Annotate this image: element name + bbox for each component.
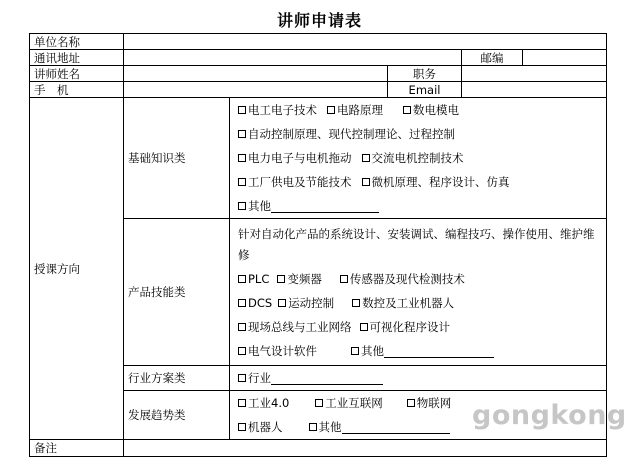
basic-knowledge-label: 基础知识类 (124, 98, 230, 219)
postcode-field[interactable] (523, 50, 607, 66)
checkbox-icon[interactable] (351, 347, 359, 355)
option-visual-programming[interactable]: 可视化程序设计 (360, 315, 451, 339)
row-unit-name (30, 34, 607, 50)
phone-field[interactable] (124, 82, 388, 98)
checkbox-icon[interactable] (407, 399, 415, 407)
checkbox-icon[interactable] (403, 106, 411, 114)
option-digital-analog[interactable]: 数电模电 (403, 98, 459, 122)
checkbox-icon[interactable] (238, 399, 246, 407)
option-dcs[interactable]: DCS (238, 291, 272, 315)
row-lecturer-name (30, 66, 607, 82)
checkbox-icon[interactable] (238, 374, 246, 382)
checkbox-icon[interactable] (360, 323, 368, 331)
option-basic-other[interactable]: 其他 (238, 194, 379, 218)
checkbox-icon[interactable] (315, 399, 323, 407)
checkbox-icon[interactable] (278, 299, 286, 307)
option-sensors[interactable]: 传感器及现代检测技术 (340, 267, 465, 291)
option-electrical-design-software[interactable]: 电气设计软件 (238, 339, 317, 363)
application-form-table (29, 33, 607, 457)
option-ac-motor-control[interactable]: 交流电机控制技术 (362, 146, 464, 170)
checkbox-icon[interactable] (352, 299, 360, 307)
remarks-label: 备注 (30, 440, 124, 457)
remarks-field[interactable] (124, 440, 607, 457)
checkbox-icon[interactable] (277, 275, 285, 283)
address-label: 通讯地址 (30, 50, 124, 66)
option-industrial-internet[interactable]: 工业互联网 (315, 391, 383, 415)
industry-blank[interactable] (271, 372, 383, 385)
option-motion-control[interactable]: 运动控制 (278, 291, 334, 315)
development-trends-label: 发展趋势类 (124, 391, 230, 440)
trend-other-blank[interactable] (342, 421, 450, 434)
option-robots[interactable]: 机器人 (238, 415, 283, 439)
checkbox-icon[interactable] (327, 106, 335, 114)
row-remarks (30, 440, 607, 457)
form-title: 讲师申请表 (276, 11, 362, 30)
row-phone (30, 82, 607, 98)
basic-knowledge-options (230, 98, 607, 219)
row-address (30, 50, 607, 66)
product-other-blank[interactable] (384, 345, 494, 358)
email-field[interactable] (462, 82, 607, 98)
option-power-electronics[interactable]: 电力电子与电机拖动 (238, 146, 352, 170)
option-plc[interactable]: PLC (238, 267, 269, 291)
product-skills-options (230, 219, 607, 366)
checkbox-icon[interactable] (362, 178, 370, 186)
position-field[interactable] (462, 66, 607, 82)
row-basic-knowledge (30, 98, 607, 219)
option-electronics[interactable]: 电工电子技术 (238, 98, 317, 122)
lecturer-name-field[interactable] (124, 66, 388, 82)
checkbox-icon[interactable] (238, 423, 246, 431)
email-label: Email (388, 82, 462, 98)
option-iot[interactable]: 物联网 (407, 391, 452, 415)
option-microcomputer[interactable]: 微机原理、程序设计、仿真 (362, 170, 510, 194)
checkbox-icon[interactable] (340, 275, 348, 283)
checkbox-icon[interactable] (238, 202, 246, 210)
checkbox-icon[interactable] (238, 130, 246, 138)
checkbox-icon[interactable] (309, 423, 317, 431)
option-industry[interactable]: 行业 (238, 366, 383, 390)
checkbox-icon[interactable] (238, 178, 246, 186)
option-fieldbus[interactable]: 现场总线与工业网络 (238, 315, 352, 339)
checkbox-icon[interactable] (238, 323, 246, 331)
option-inverter[interactable]: 变频器 (277, 267, 322, 291)
product-skills-label: 产品技能类 (124, 219, 230, 366)
unit-name-field[interactable] (124, 34, 607, 50)
gongkong-watermark: gongkong (472, 400, 627, 431)
checkbox-icon[interactable] (238, 154, 246, 162)
checkbox-icon[interactable] (362, 154, 370, 162)
option-product-other[interactable]: 其他 (351, 339, 494, 363)
industry-solutions-options (230, 366, 607, 391)
option-circuit-theory[interactable]: 电路原理 (327, 98, 383, 122)
address-field[interactable] (124, 50, 462, 66)
option-trend-other[interactable]: 其他 (309, 415, 450, 439)
product-skills-intro: 针对自动化产品的系统设计、安装调试、编程技巧、操作使用、维护维修 (238, 226, 595, 262)
option-factory-power[interactable]: 工厂供电及节能技术 (238, 170, 352, 194)
checkbox-icon[interactable] (238, 299, 246, 307)
unit-name-label: 单位名称 (30, 34, 124, 50)
option-cnc-robots[interactable]: 数控及工业机器人 (352, 291, 454, 315)
basic-other-blank[interactable] (271, 200, 379, 213)
checkbox-icon[interactable] (238, 275, 246, 283)
checkbox-icon[interactable] (238, 106, 246, 114)
phone-label: 手 机 (30, 82, 124, 98)
option-industry-4[interactable]: 工业4.0 (238, 391, 289, 415)
lecturer-name-label: 讲师姓名 (30, 66, 124, 82)
postcode-label: 邮编 (462, 50, 523, 66)
teaching-direction-label: 授课方向 (30, 98, 124, 440)
option-automatic-control[interactable]: 自动控制原理、现代控制理论、过程控制 (238, 122, 455, 146)
position-label: 职务 (388, 66, 462, 82)
industry-solutions-label: 行业方案类 (124, 366, 230, 391)
checkbox-icon[interactable] (238, 347, 246, 355)
